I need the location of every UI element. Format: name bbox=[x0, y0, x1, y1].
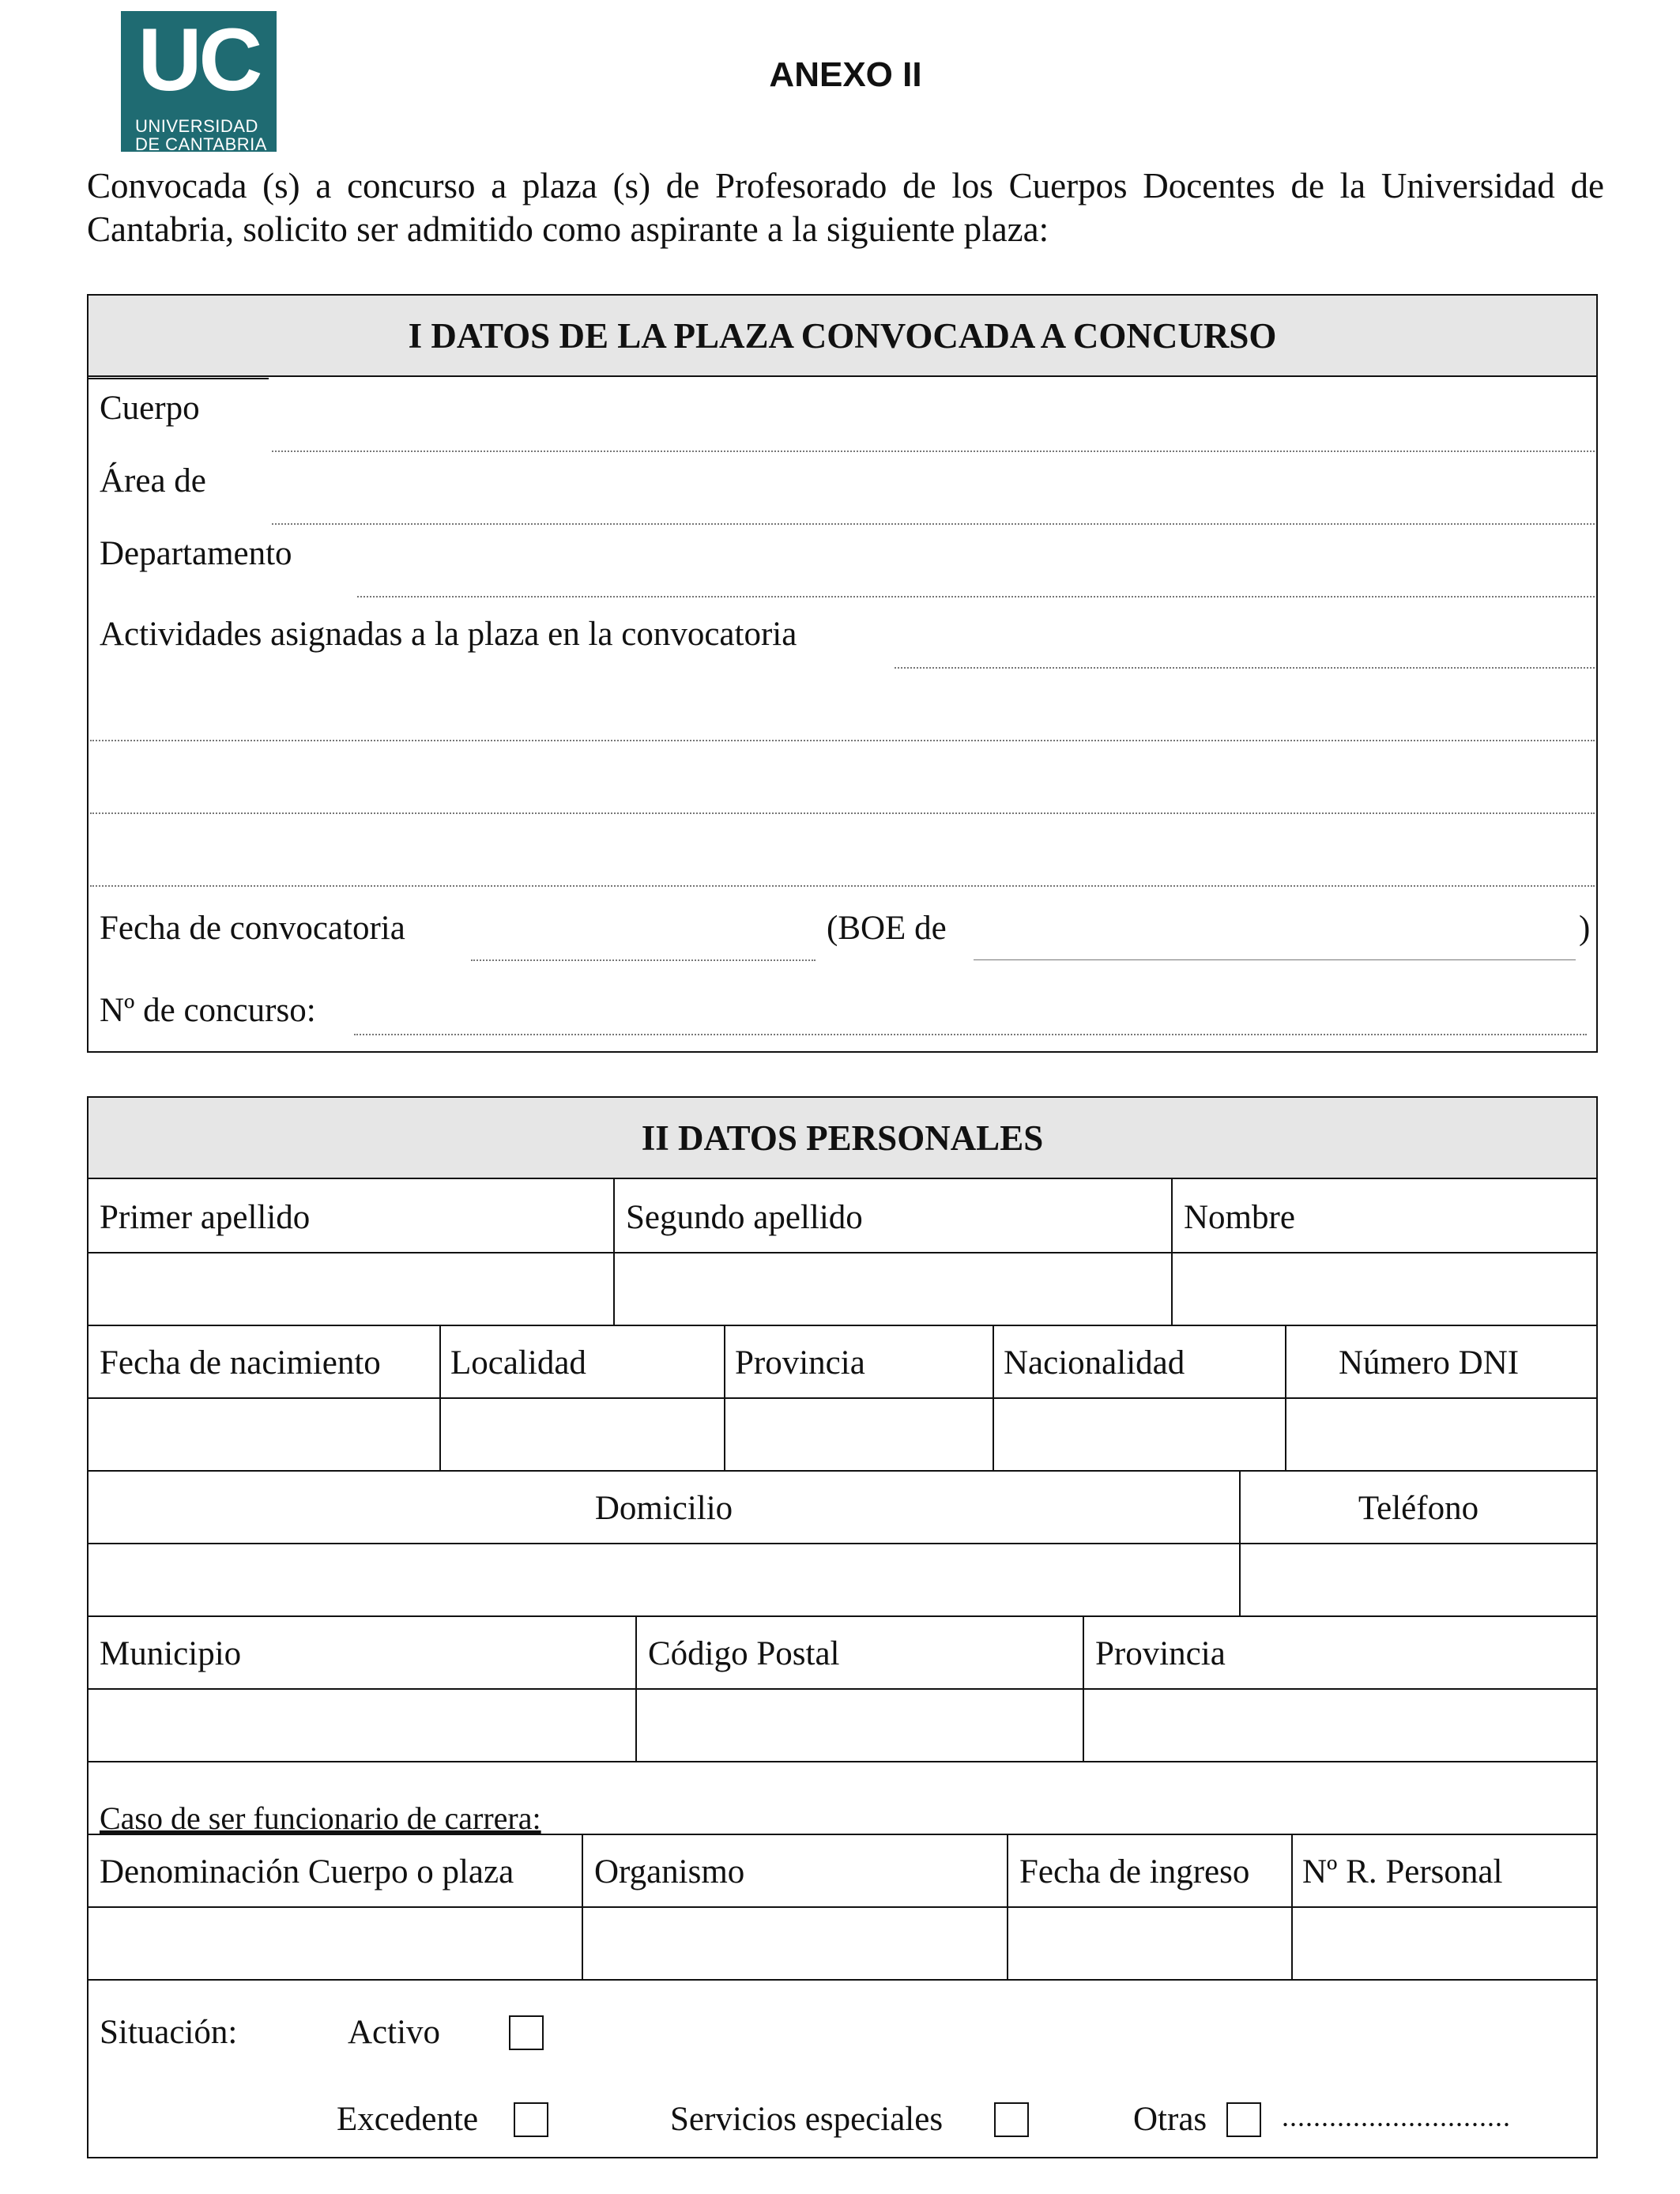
field-telefono[interactable] bbox=[1241, 1544, 1596, 1615]
field-organismo[interactable] bbox=[583, 1908, 1007, 1979]
label-activo: Activo bbox=[348, 2014, 441, 2051]
label-denominacion: Denominación Cuerpo o plaza bbox=[100, 1853, 514, 1891]
field-otras[interactable]: ............................. bbox=[1282, 2101, 1511, 2132]
checkbox-activo[interactable] bbox=[509, 2015, 544, 2050]
field-localidad[interactable] bbox=[441, 1399, 724, 1470]
field-cuerpo[interactable] bbox=[272, 450, 1595, 452]
label-numero-dni: Número DNI bbox=[1339, 1344, 1520, 1382]
logo-initials: UC bbox=[137, 10, 260, 109]
document-title: ANEXO II bbox=[769, 55, 922, 94]
label-caso-funcionario: Caso de ser funcionario de carrera: bbox=[100, 1800, 541, 1836]
field-fecha-nacimiento[interactable] bbox=[89, 1399, 439, 1470]
label-nombre: Nombre bbox=[1184, 1199, 1295, 1236]
checkbox-servicios-especiales[interactable] bbox=[994, 2102, 1029, 2137]
label-cuerpo: Cuerpo bbox=[100, 390, 200, 427]
field-primer-apellido[interactable] bbox=[89, 1253, 613, 1325]
label-servicios-especiales: Servicios especiales bbox=[670, 2101, 944, 2138]
field-segundo-apellido[interactable] bbox=[615, 1253, 1171, 1325]
label-area: Área de bbox=[100, 462, 206, 499]
field-fecha-ingreso[interactable] bbox=[1008, 1908, 1291, 1979]
label-telefono: Teléfono bbox=[1358, 1490, 1479, 1527]
label-organismo: Organismo bbox=[594, 1853, 745, 1891]
label-num-concurso: Nº de concurso: bbox=[100, 992, 316, 1029]
field-actividades-line-3[interactable] bbox=[90, 812, 1595, 814]
field-fecha-convocatoria[interactable] bbox=[471, 959, 816, 961]
field-actividades-line-2[interactable] bbox=[90, 740, 1595, 741]
label-nacionalidad: Nacionalidad bbox=[1004, 1344, 1185, 1382]
label-excedente: Excedente bbox=[337, 2101, 479, 2138]
label-municipio: Municipio bbox=[100, 1635, 242, 1672]
field-denominacion[interactable] bbox=[89, 1908, 582, 1979]
field-nacionalidad[interactable] bbox=[994, 1399, 1285, 1470]
field-departamento[interactable] bbox=[357, 596, 1595, 598]
label-otras: Otras bbox=[1133, 2101, 1207, 2138]
field-codigo-postal[interactable] bbox=[637, 1690, 1083, 1761]
boe-close-paren: ) bbox=[1579, 910, 1591, 947]
field-boe[interactable] bbox=[974, 959, 1576, 960]
field-provincia[interactable] bbox=[725, 1399, 993, 1470]
label-localidad: Localidad bbox=[450, 1344, 586, 1382]
label-segundo-apellido: Segundo apellido bbox=[626, 1199, 863, 1236]
field-municipio[interactable] bbox=[89, 1690, 635, 1761]
label-departamento: Departamento bbox=[100, 535, 292, 572]
label-domicilio: Domicilio bbox=[594, 1490, 733, 1527]
label-codigo-postal: Código Postal bbox=[648, 1635, 840, 1672]
checkbox-otras[interactable] bbox=[1226, 2102, 1261, 2137]
logo-line-2: DE CANTABRIA bbox=[135, 134, 267, 154]
label-situacion: Situación: bbox=[100, 2014, 238, 2051]
section-plaza-heading: I DATOS DE LA PLAZA CONVOCADA A CONCURSO bbox=[89, 296, 1596, 377]
label-provincia-domicilio: Provincia bbox=[1095, 1635, 1226, 1672]
logo-line-1: UNIVERSIDAD bbox=[135, 116, 258, 136]
field-nombre[interactable] bbox=[1173, 1253, 1596, 1325]
label-fecha-nacimiento: Fecha de nacimiento bbox=[100, 1344, 381, 1382]
field-num-concurso[interactable] bbox=[354, 1034, 1587, 1035]
label-fecha-convocatoria: Fecha de convocatoria bbox=[100, 910, 405, 947]
university-logo bbox=[121, 11, 277, 152]
section-personal bbox=[87, 1096, 1598, 2158]
label-primer-apellido: Primer apellido bbox=[100, 1199, 311, 1236]
intro-paragraph: Convocada (s) a concurso a plaza (s) de Profesorado de los Cuerpos Docentes de la Universidad de Cantabria, solicito ser admitido como aspirante a la siguiente plaza: bbox=[87, 166, 1604, 249]
checkbox-excedente[interactable] bbox=[514, 2102, 548, 2137]
section-plaza bbox=[87, 294, 1598, 1053]
label-provincia: Provincia bbox=[735, 1344, 865, 1382]
label-fecha-ingreso: Fecha de ingreso bbox=[1019, 1853, 1250, 1891]
field-area[interactable] bbox=[272, 523, 1595, 525]
field-actividades-line-4[interactable] bbox=[90, 885, 1595, 887]
label-boe: (BOE de bbox=[827, 910, 947, 947]
section-personal-heading: II DATOS PERSONALES bbox=[89, 1098, 1596, 1179]
field-domicilio[interactable] bbox=[89, 1544, 1239, 1615]
field-actividades-line-1[interactable] bbox=[895, 667, 1595, 669]
field-nr-personal[interactable] bbox=[1293, 1908, 1596, 1979]
field-numero-dni[interactable] bbox=[1286, 1399, 1596, 1470]
label-nr-personal: Nº R. Personal bbox=[1302, 1853, 1503, 1891]
field-provincia-domicilio[interactable] bbox=[1084, 1690, 1596, 1761]
label-actividades: Actividades asignadas a la plaza en la convocatoria bbox=[100, 616, 797, 653]
